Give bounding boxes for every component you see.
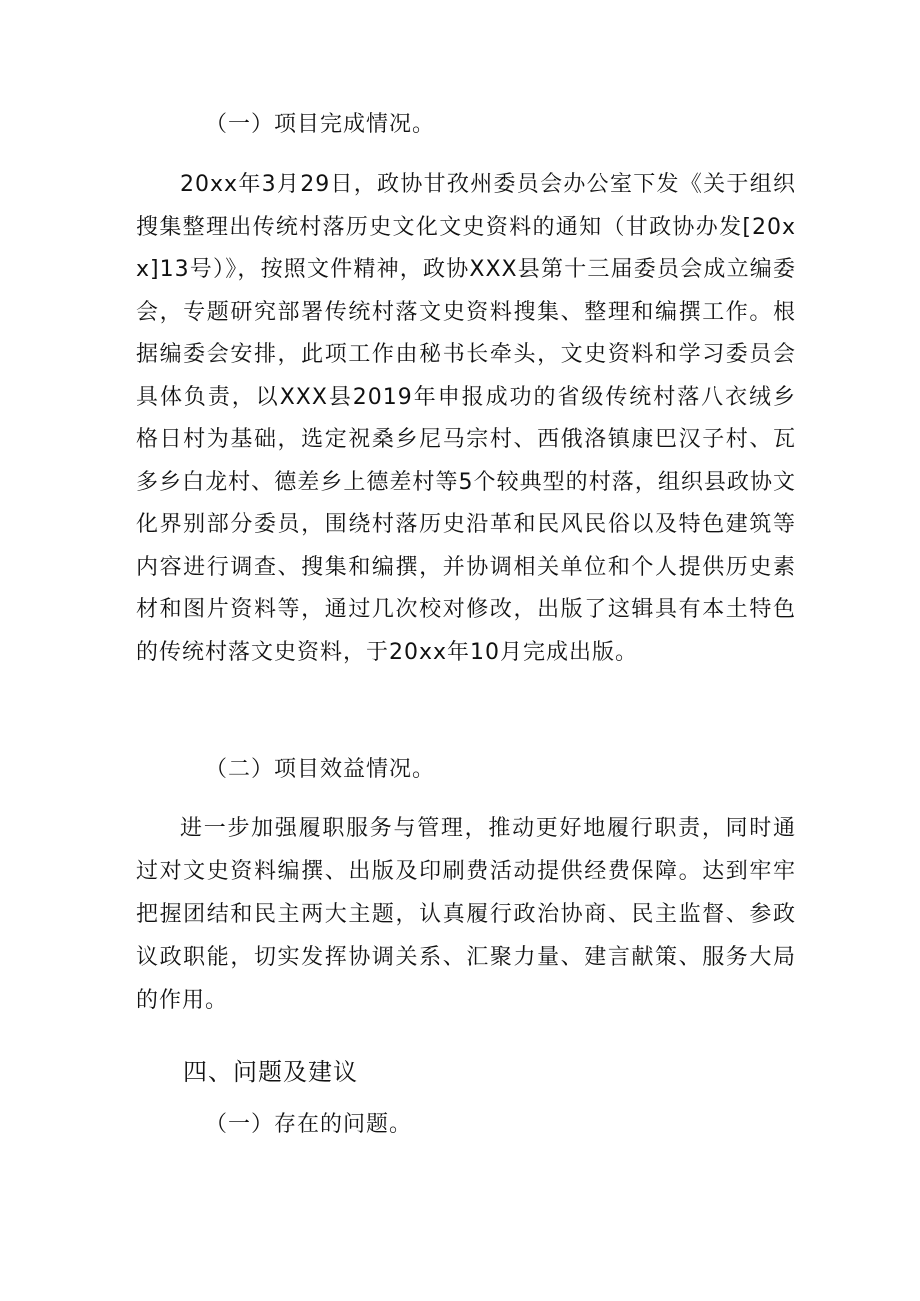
paragraph-project-completion: 20xx年3月29日，政协甘孜州委员会办公室下发《关于组织搜集整理出传统村落历史文化文史资料的通知（甘政协办发[20xx]13号）》，按照文件精神，政协XXX县第十三届委员会成立编委会，专题研究部署传统村落文史资料搜集、整理和编撰工作。根据编委会安排，此项工作由秘书长牵头，文史资料和学习委员会具体负责，以XXX县2019年申报成功的省级传统村落八衣绒乡格日村为基础，选定祝桑乡尼马宗村、西俄洛镇康巴汉子村、瓦多乡白龙村、德差乡上德差村等5个较典型的村落，组织县政协文化界别部分委员，围绕村落历史沿革和民风民俗以及特色建筑等内容进行调查、搜集和编撰，并协调相关单位和个人提供历史素材和图片资料等，通过几次校对修改，出版了这辑具有本土特色的传统村落文史资料，于20xx年10月完成出版。	[136, 172, 796, 665]
section-heading-project-benefit: （二）项目效益情况。	[205, 757, 436, 782]
chapter-heading-problems-suggestions: 四、问题及建议	[183, 1058, 358, 1086]
section-heading-existing-problems: （一）存在的问题。	[205, 1112, 413, 1137]
paragraph-project-benefit: 进一步加强履职服务与管理，推动更好地履行职责，同时通过对文史资料编撰、出版及印刷费活动提供经费保障。达到牢牢把握团结和民主两大主题，认真履行政治协商、民主监督、参政议政职能，切实发挥协调关系、汇聚力量、建言献策、服务大局的作用。	[136, 816, 796, 1013]
section-heading-project-completion: （一）项目完成情况。	[205, 112, 436, 137]
